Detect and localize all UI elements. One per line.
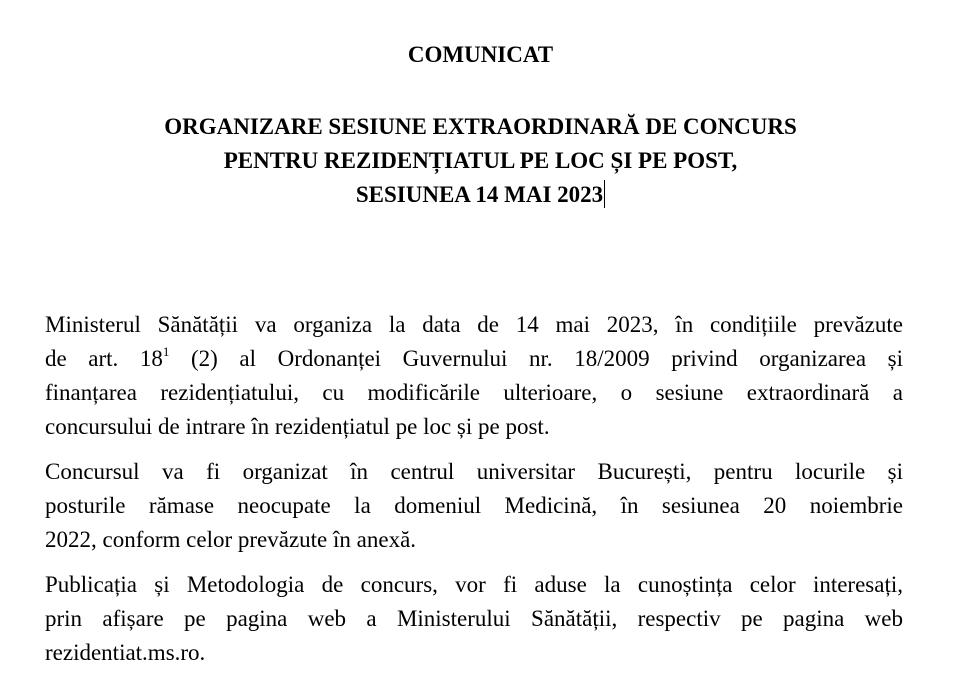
subtitle-line-3 (0, 178, 961, 212)
paragraph-2 (45, 455, 903, 557)
subtitle-line-3-text: SESIUNEA 14 MAI 2023 (355, 182, 604, 207)
paragraph-1 (45, 308, 903, 444)
paragraph-2-line-3: 2022, conform celor prevăzute în anexă. (45, 527, 417, 552)
title-text: COMUNICAT (407, 42, 554, 67)
paragraph-1-line-4: concursului de intrare în rezidențiatul pe loc și pe post. (45, 414, 550, 439)
paragraph-1-line-3: finanțarea rezidențiatului, cu modificările ulterioare, o sesiune extraordinară a (45, 380, 903, 405)
document-title (0, 38, 961, 72)
paragraph-2-line-2: posturile rămase neocupate la domeniul Medicină, în sesiunea 20 noiembrie (45, 493, 903, 518)
text-cursor (604, 180, 605, 208)
paragraph-2-line-1: Concursul va fi organizat în centrul universitar București, pentru locurile și (45, 459, 903, 484)
subtitle-line-2: PENTRU REZIDENȚIATUL PE LOC ȘI PE POST, (223, 148, 738, 173)
paragraph-1-line-2-pre: de art. 18 (45, 346, 163, 371)
paragraph-3-line-3: rezidentiat.ms.ro. (45, 640, 206, 665)
subtitle-line-1: ORGANIZARE SESIUNE EXTRAORDINARĂ DE CONCURS (164, 114, 797, 139)
paragraph-1-line-2 (45, 342, 903, 376)
paragraph-1-line-1: Ministerul Sănătății va organiza la data de 14 mai 2023, în condițiile prevăzute (45, 312, 903, 337)
paragraph-1-line-2-post: (2) al Ordonanței Guvernului nr. 18/2009 privind organizarea și (169, 346, 903, 371)
document-subtitle (0, 110, 961, 212)
footnote-superscript: 1 (162, 344, 170, 359)
paragraph-3 (45, 568, 903, 670)
paragraph-3-line-2: prin afișare pe pagina web a Ministerului Sănătății, respectiv pe pagina web (45, 606, 903, 631)
paragraph-3-line-1: Publicația și Metodologia de concurs, vor fi aduse la cunoștința celor interesați, (45, 572, 903, 597)
